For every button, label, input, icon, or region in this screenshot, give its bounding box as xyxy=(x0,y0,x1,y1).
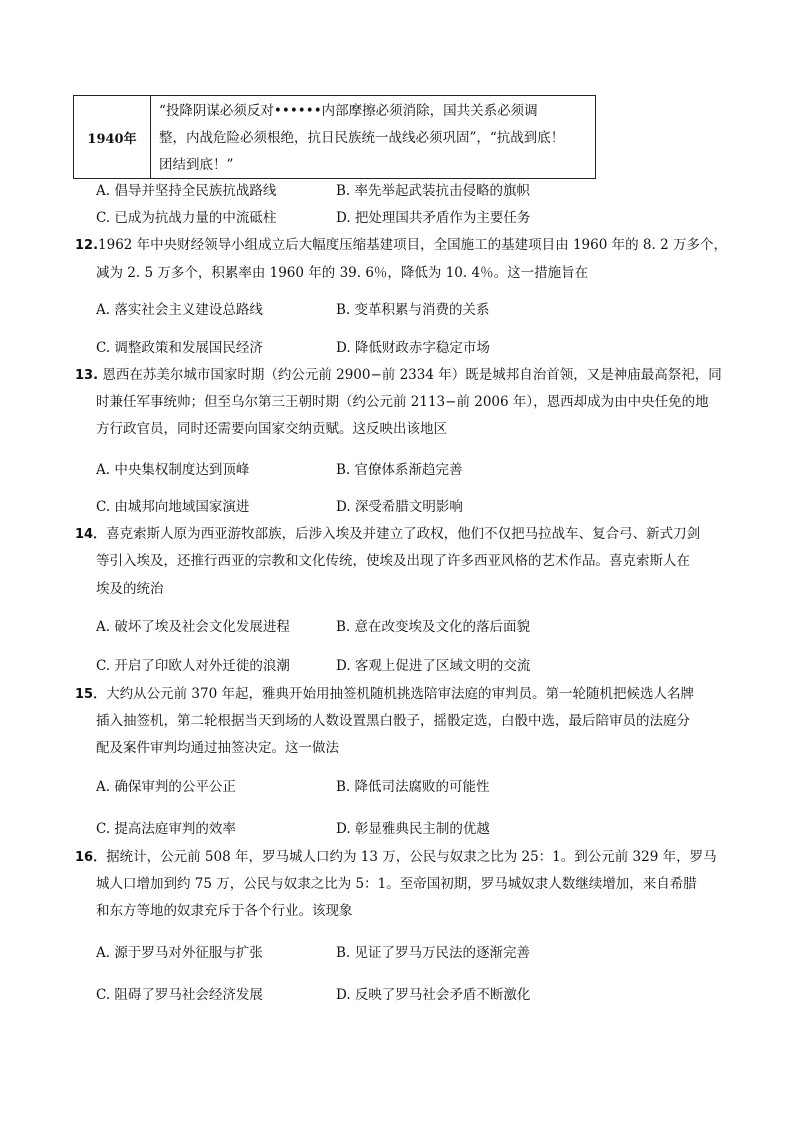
q15-option-c: C. 提高法庭审判的效率 xyxy=(96,821,236,837)
q15-number: 15． xyxy=(75,687,107,702)
quote-table xyxy=(73,95,596,179)
quote-line: 团结到底！” xyxy=(159,157,234,173)
q15-option-d: D. 彰显雅典民主制的优越 xyxy=(336,821,490,837)
q12-option-b: B. 变革积累与消费的关系 xyxy=(336,302,490,318)
q14-text: 喜克索斯人原为西亚游牧部族，后涉入埃及并建立了政权，他们不仅把马拉战车、复合弓、新式刀剑 xyxy=(106,526,701,542)
q15-line-1 xyxy=(75,682,694,702)
q13-line-3: 方行政官员，同时还需要向国家交纳贡赋。这反映出该地区 xyxy=(96,421,447,437)
table-quote-cell xyxy=(151,96,595,178)
q16-line-1 xyxy=(75,845,717,865)
q15-line-2: 插入抽签机，第二轮根据当天到场的人数设置黑白骰子，摇骰定选，白骰中选，最后陪审员的法庭分 xyxy=(96,713,690,729)
q13-text: 恩西在苏美尔城市国家时期（约公元前 2900−前 2334 年）既是城邦自治首领，又是神庙最高祭祀，同 xyxy=(98,367,722,383)
q13-option-c: C. 由城邦向地域国家演进 xyxy=(96,499,250,515)
q14-line-1 xyxy=(75,522,700,542)
q16-text: 据统计，公元前 508 年，罗马城人口约为 13 万，公民与奴隶之比为 25：1。到公元前 329 年，罗马 xyxy=(106,849,717,865)
q15-text: 大约从公元前 370 年起，雅典开始用抽签机随机挑选陪审法庭的审判员。第一轮随机把候选人名牌 xyxy=(106,686,694,702)
q13-option-a: A. 中央集权制度达到顶峰 xyxy=(96,462,250,478)
q12-option-c: C. 调整政策和发展国民经济 xyxy=(96,340,263,356)
q12-line-1 xyxy=(75,233,727,253)
q15-line-3: 配及案件审判均通过抽签决定。这一做法 xyxy=(96,740,339,756)
q12-line-2: 减为 2. 5 万多个，积累率由 1960 年的 39. 6％，降低为 10. 4％。这一措施旨在 xyxy=(96,265,589,281)
q16-option-b: B. 见证了罗马万民法的逐渐完善 xyxy=(336,945,531,961)
q16-line-3: 和东方等地的奴隶充斥于各个行业。该现象 xyxy=(96,903,353,919)
q11-option-d: D. 把处理国共矛盾作为主要任务 xyxy=(336,210,531,226)
q12-option-d: D. 降低财政赤字稳定市场 xyxy=(336,340,490,356)
q12-text: 1962 年中央财经领导小组成立后大幅度压缩基建项目，全国施工的基建项目由 1960 年的 8. 2 万多个， xyxy=(98,237,727,253)
q13-number: 13. xyxy=(75,368,99,383)
q14-option-c: C. 开启了印欧人对外迁徙的浪潮 xyxy=(96,658,290,674)
q16-option-d: D. 反映了罗马社会矛盾不断激化 xyxy=(336,987,531,1003)
q12-option-a: A. 落实社会主义建设总路线 xyxy=(96,302,263,318)
q16-option-c: C. 阻碍了罗马社会经济发展 xyxy=(96,987,263,1003)
q11-option-c: C. 已成为抗战力量的中流砥柱 xyxy=(96,210,277,226)
q16-option-a: A. 源于罗马对外征服与扩张 xyxy=(96,945,263,961)
quote-line: 整，内战危险必须根绝，抗日民族统一战线必须巩固”，“抗战到底！ xyxy=(159,130,565,146)
q14-line-2: 等引入埃及，还推行西亚的宗教和文化传统，使埃及出现了许多西亚风格的艺术作品。喜克索斯人在 xyxy=(96,553,690,569)
q15-option-b: B. 降低司法腐败的可能性 xyxy=(336,779,490,795)
q14-line-3: 埃及的统治 xyxy=(96,581,164,597)
q14-option-a: A. 破坏了埃及社会文化发展进程 xyxy=(96,619,290,635)
q11-option-b: B. 率先举起武装抗击侵略的旗帜 xyxy=(336,183,531,199)
q13-line-1 xyxy=(75,363,722,383)
q15-option-a: A. 确保审判的公平公正 xyxy=(96,779,236,795)
q14-option-d: D. 客观上促进了区域文明的交流 xyxy=(336,658,531,674)
q14-option-b: B. 意在改变埃及文化的落后面貌 xyxy=(336,619,531,635)
table-year-cell: 1940年 xyxy=(74,96,151,178)
q12-number: 12. xyxy=(75,238,99,253)
q14-number: 14． xyxy=(75,527,107,542)
q11-option-a: A. 倡导并坚持全民族抗战路线 xyxy=(96,183,277,199)
q13-option-d: D. 深受希腊文明影响 xyxy=(336,499,463,515)
q13-line-2: 时兼任军事统帅；但至乌尔第三王朝时期（约公元前 2113−前 2006 年），恩西却成为由中央任免的地 xyxy=(96,394,709,410)
q16-number: 16． xyxy=(75,850,107,865)
q16-line-2: 城人口增加到约 75 万，公民与奴隶之比为 5：1。至帝国初期，罗马城奴隶人数继续增加，来自希腊 xyxy=(96,876,697,892)
q13-option-b: B. 官僚体系渐趋完善 xyxy=(336,462,463,478)
quote-line: “投降阴谋必须反对••••••内部摩擦必须消除，国共关系必须调 xyxy=(159,103,538,119)
